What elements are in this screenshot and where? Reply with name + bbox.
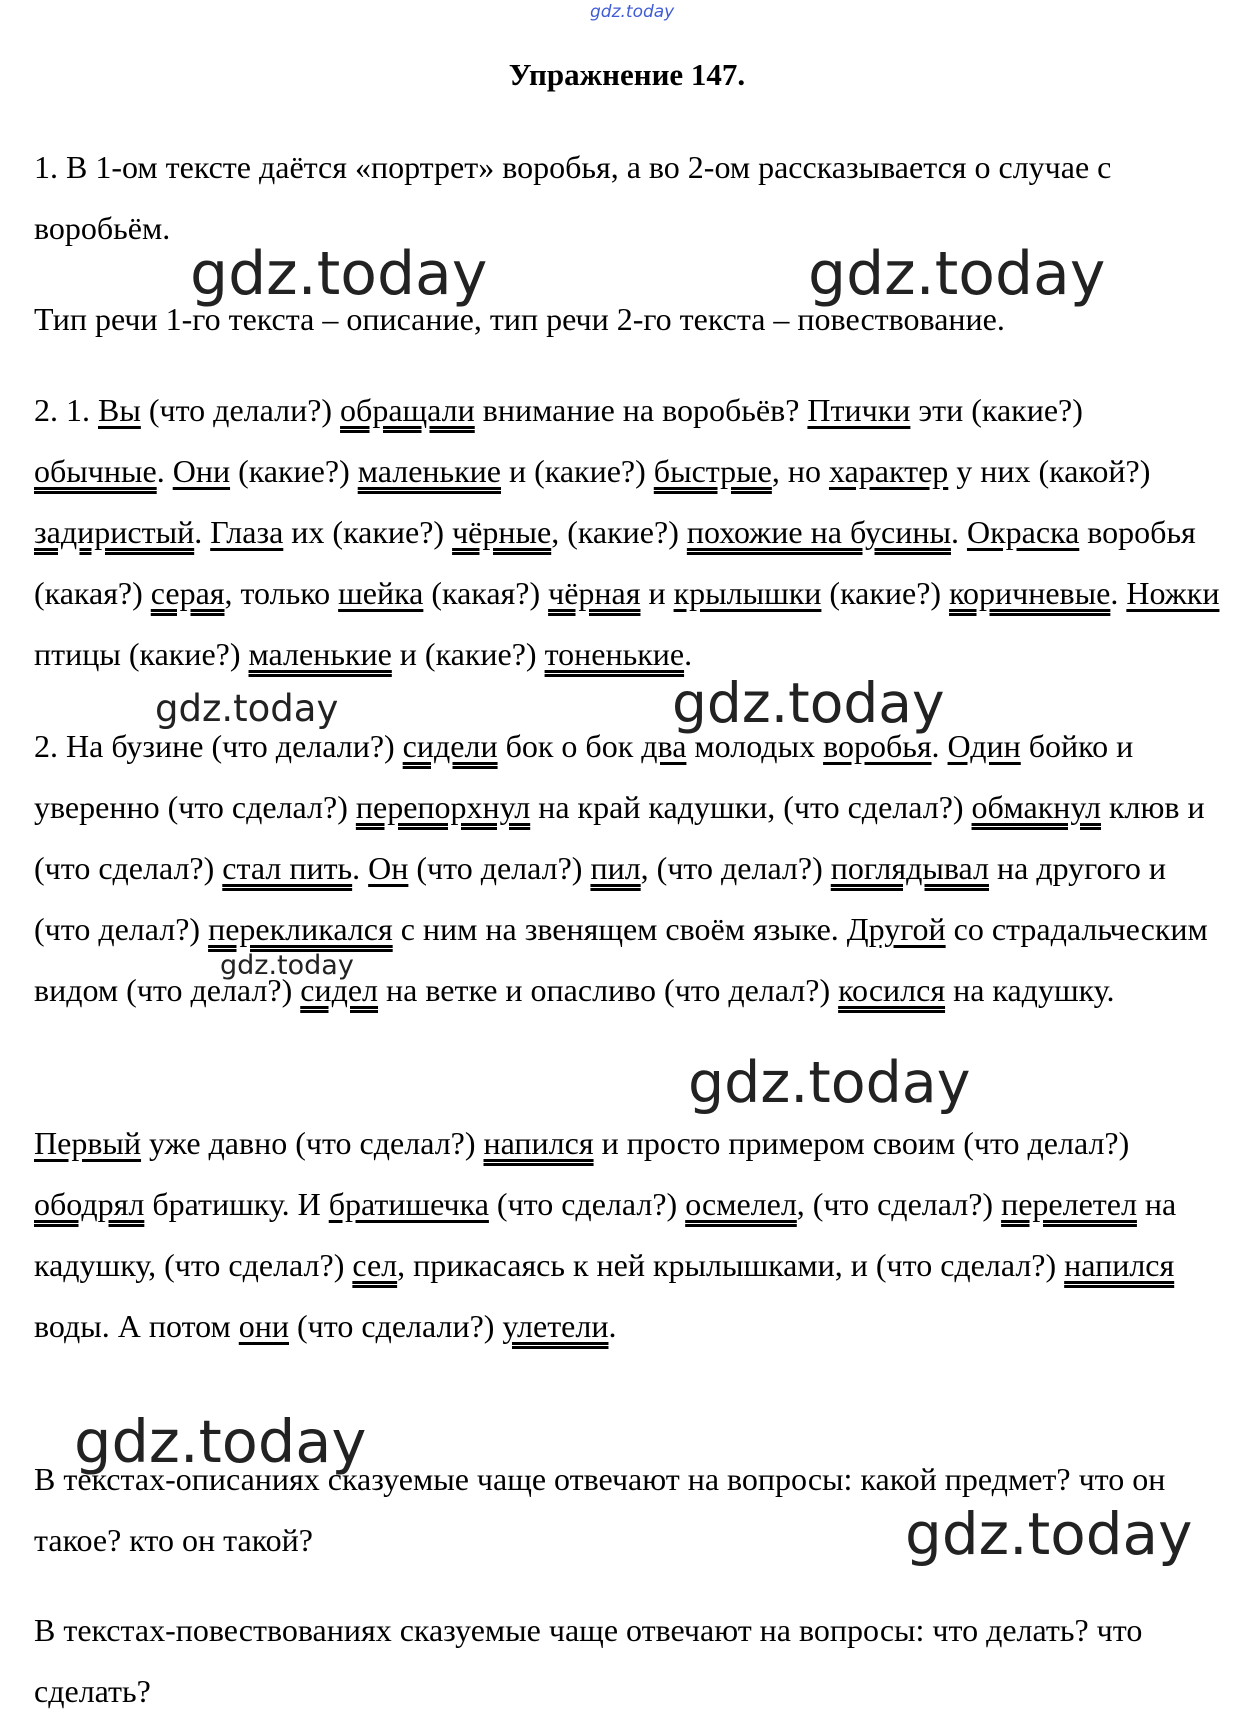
predicate-word: напился [483,1125,594,1161]
predicate-word: улетели [502,1308,609,1344]
subject-word: Один [947,728,1021,764]
predicate-word: перелетел [1001,1186,1137,1222]
subject-word: Птички [807,392,911,428]
predicate-word: поглядывал [830,850,989,886]
watermark: gdz.today [672,671,945,735]
subject-word: шейка [338,575,424,611]
subject-word: братишечка [328,1186,489,1222]
watermark: gdz.today [190,239,488,309]
subject-word: они [238,1308,290,1344]
predicate-word: косился [838,972,946,1008]
predicate-word: обращали [340,392,475,428]
predicate-word: коричневые [949,575,1111,611]
predicate-word: тоненькие [544,636,685,672]
subject-word: два [641,728,687,764]
watermark: gdz.today [74,1407,367,1476]
paragraph-text-2-analysis: 2. На бузине (что делали?) сидели бок о бок два молодых воробья. Один бойко и уверенно (что сделал?) перепорхнул на край кадушки, (что сделал?) обмакнул клюв и (что сделал?) стал пить. Он (что делал?) пил, (что делал?) поглядывал на другого и (что делал?) перекликался с ним на звенящем своём языке. Другой со страдальческим видом (что делал?) сидел на ветке и опасливо (что делал?) косился на кадушку. [34,728,1208,1008]
predicate-word: обмакнул [971,789,1101,825]
paragraph-narrative-conclusion: В текстах-повествованиях сказуемые чаще отвечают на вопросы: что делать? что сделать? [34,1612,1143,1709]
predicate-word: обычные [34,453,157,489]
paragraph-speech-type: Тип речи 1-го текста – описание, тип речи 2-го текста – повествование. [34,301,1005,337]
predicate-word: маленькие [248,636,392,672]
page-title: Упражнение 147. [508,57,746,92]
watermark: gdz.today [905,1500,1193,1568]
predicate-word: задиристый [34,514,195,550]
paragraph-text-1-analysis: 2. 1. Вы (что делали?) обращали внимание на воробьёв? Птички эти (какие?) обычные. Они (какие?) маленькие и (какие?) быстрые, но характер у них (какой?) задиристый. Глаза их (какие?) чёрные, (какие?) похожие на бусины. Окраска воробья (какая?) серая, только шейка (какая?) чёрная и крылышки (какие?) коричневые. Ножки птицы (какие?) маленькие и (какие?) тоненькие. [34,392,1220,672]
predicate-word: пил [590,850,641,886]
predicate-word: перекликался [208,911,393,947]
subject-word: воробья [823,728,932,764]
predicate-word: перепорхнул [355,789,531,825]
subject-word: Он [368,850,409,886]
subject-word: Глаза [210,514,284,550]
subject-word: Окраска [966,514,1080,550]
predicate-word: ободрял [34,1186,145,1222]
paragraph-description-conclusion: В текстах-описаниях сказуемые чаще отвечают на вопросы: какой предмет? что он такое? кто он такой? [34,1461,1166,1558]
predicate-word: напился [1064,1247,1175,1283]
predicate-word: сидел [300,972,379,1008]
subject-word: характер [828,453,949,489]
predicate-word: похожие на бусины [686,514,951,550]
watermark: gdz.today [808,239,1106,309]
predicate-word: серая [150,575,225,611]
watermark-top: gdz.today [590,2,675,22]
paragraph-text-2-continued: Первый уже давно (что сделал?) напился и просто примером своим (что делал?) ободрял братишку. И братишечка (что сделал?) осмелел, (что сделал?) перелетел на кадушку, (что сделал?) сел, прикасаясь к ней крылышками, и (что сделал?) напился воды. А потом они (что сделали?) улетели. [34,1125,1177,1344]
subject-word: Они [172,453,231,489]
watermark: gdz.today [155,687,339,730]
subject-word: Другой [846,911,946,947]
predicate-word: осмелел [685,1186,797,1222]
predicate-word: быстрые [653,453,772,489]
predicate-word: маленькие [357,453,501,489]
predicate-word: чёрные [452,514,552,550]
predicate-word: сидели [402,728,498,764]
predicate-word: сел [352,1247,398,1283]
predicate-word: чёрная [548,575,641,611]
subject-word: Вы [98,392,141,428]
paragraph-text-topic: 1. В 1-ом тексте даётся «портрет» воробья, а во 2-ом рассказывается о случае с воробьём. [34,149,1112,246]
subject-word: Первый [34,1125,142,1161]
watermark: gdz.today [220,950,354,981]
predicate-word: стал пить [222,850,353,886]
subject-word: крылышки [673,575,822,611]
subject-word: Ножки [1126,575,1220,611]
watermark: gdz.today [688,1050,971,1116]
